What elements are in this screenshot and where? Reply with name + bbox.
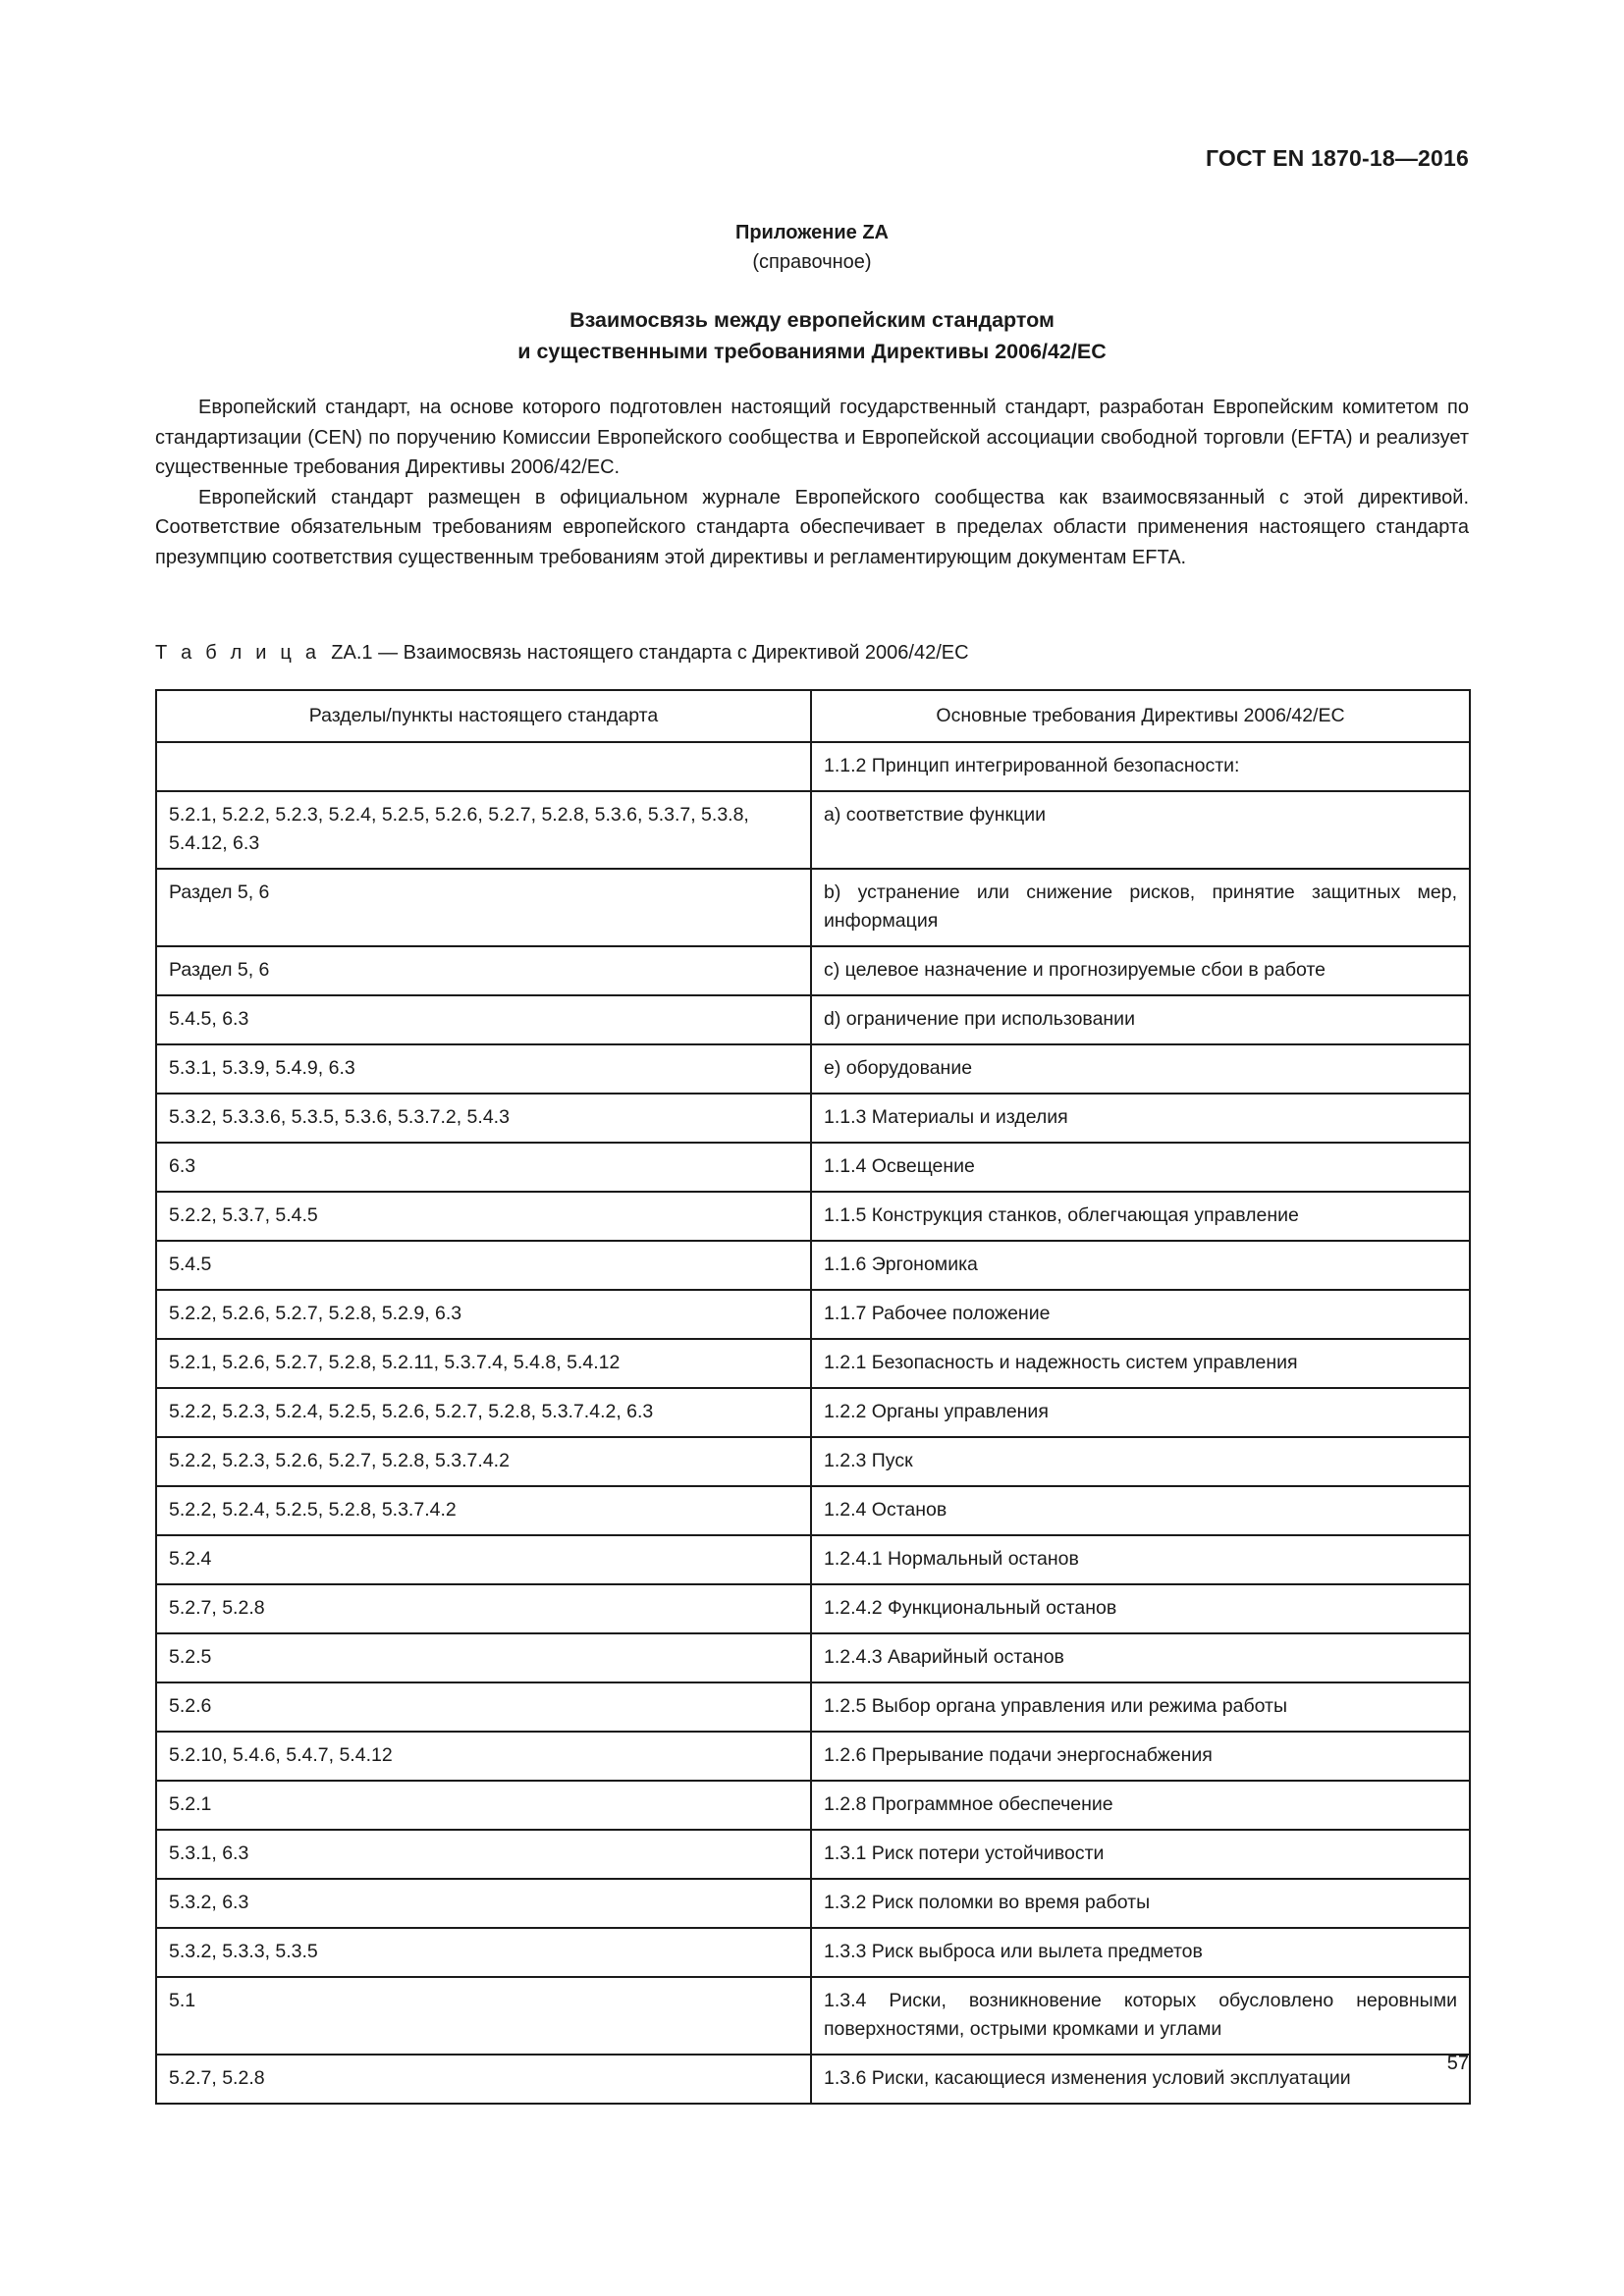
cell-requirement: 1.2.3 Пуск bbox=[811, 1437, 1470, 1486]
body-text bbox=[155, 393, 1469, 572]
table-row bbox=[156, 1094, 1470, 1143]
cell-clauses: 6.3 bbox=[156, 1143, 811, 1192]
running-header-standard-id: ГОСТ EN 1870-18—2016 bbox=[1205, 145, 1469, 171]
table-caption-dash: — bbox=[378, 642, 399, 664]
cell-clauses: 5.3.2, 5.3.3.6, 5.3.5, 5.3.6, 5.3.7.2, 5.4.3 bbox=[156, 1094, 811, 1143]
table-row bbox=[156, 1241, 1470, 1290]
table-row bbox=[156, 1633, 1470, 1682]
cell-clauses: 5.2.2, 5.2.4, 5.2.5, 5.2.8, 5.3.7.4.2 bbox=[156, 1486, 811, 1535]
cell-clauses: 5.2.2, 5.2.6, 5.2.7, 5.2.8, 5.2.9, 6.3 bbox=[156, 1290, 811, 1339]
annex-za-table bbox=[155, 689, 1471, 2105]
cell-clauses bbox=[156, 742, 811, 791]
cell-requirement: 1.2.8 Программное обеспечение bbox=[811, 1781, 1470, 1830]
cell-requirement: 1.3.1 Риск потери устойчивости bbox=[811, 1830, 1470, 1879]
annex-name: Приложение ZA bbox=[734, 222, 890, 243]
cell-requirement: 1.1.2 Принцип интегрированной безопасности: bbox=[811, 742, 1470, 791]
table-row bbox=[156, 1437, 1470, 1486]
table-row bbox=[156, 1879, 1470, 1928]
cell-requirement: b) устранение или снижение рисков, принятие защитных мер, информация bbox=[811, 869, 1470, 946]
table-row bbox=[156, 1486, 1470, 1535]
table-row bbox=[156, 1044, 1470, 1094]
table-row bbox=[156, 1781, 1470, 1830]
cell-requirement: 1.1.4 Освещение bbox=[811, 1143, 1470, 1192]
cell-requirement: 1.2.4.3 Аварийный останов bbox=[811, 1633, 1470, 1682]
cell-clauses: 5.2.1 bbox=[156, 1781, 811, 1830]
cell-clauses: 5.4.5, 6.3 bbox=[156, 995, 811, 1044]
cell-requirement: 1.1.3 Материалы и изделия bbox=[811, 1094, 1470, 1143]
table-caption bbox=[155, 639, 969, 667]
cell-clauses: 5.2.6 bbox=[156, 1682, 811, 1732]
table-row bbox=[156, 1977, 1470, 2055]
cell-requirement: e) оборудование bbox=[811, 1044, 1470, 1094]
cell-requirement: a) соответствие функции bbox=[811, 791, 1470, 869]
cell-requirement: 1.1.7 Рабочее положение bbox=[811, 1290, 1470, 1339]
table-row bbox=[156, 1339, 1470, 1388]
paragraph: Европейский стандарт, на основе которого подготовлен настоящий государственный стандарт, разработан Европейским комитетом по стандартизации (CEN) по поручению Комиссии Европейского сообщества и Европейской ассоциации свободной торговли (EFTA) и реализует существенные требования Директивы 2006/42/ЕС. bbox=[155, 397, 1469, 478]
table-row bbox=[156, 1584, 1470, 1633]
table-row bbox=[156, 1192, 1470, 1241]
table-row bbox=[156, 1388, 1470, 1437]
table-row bbox=[156, 869, 1470, 946]
table-row bbox=[156, 1290, 1470, 1339]
table-row bbox=[156, 1682, 1470, 1732]
cell-clauses: 5.2.4 bbox=[156, 1535, 811, 1584]
cell-clauses: 5.3.2, 6.3 bbox=[156, 1879, 811, 1928]
cell-requirement: 1.2.4 Останов bbox=[811, 1486, 1470, 1535]
cell-clauses: 5.2.5 bbox=[156, 1633, 811, 1682]
cell-clauses: 5.1 bbox=[156, 1977, 811, 2055]
table-row bbox=[156, 742, 1470, 791]
column-header-requirements: Основные требования Директивы 2006/42/ЕС bbox=[811, 690, 1470, 742]
cell-clauses: 5.3.1, 5.3.9, 5.4.9, 6.3 bbox=[156, 1044, 811, 1094]
table-row bbox=[156, 2055, 1470, 2104]
cell-requirement: 1.3.4 Риски, возникновение которых обусловлено неровными поверхностями, острыми кромками и углами bbox=[811, 1977, 1470, 2055]
annex-heading-line-2: и существенными требованиями Директивы 2006/42/ЕС bbox=[517, 340, 1107, 363]
cell-requirement: 1.3.2 Риск поломки во время работы bbox=[811, 1879, 1470, 1928]
table-caption-title: Взаимосвязь настоящего стандарта с Директивой 2006/42/ЕС bbox=[403, 642, 969, 664]
cell-clauses: 5.2.2, 5.2.3, 5.2.6, 5.2.7, 5.2.8, 5.3.7.4.2 bbox=[156, 1437, 811, 1486]
cell-clauses: 5.4.5 bbox=[156, 1241, 811, 1290]
table-row bbox=[156, 1830, 1470, 1879]
cell-clauses: Раздел 5, 6 bbox=[156, 946, 811, 995]
table-row bbox=[156, 1732, 1470, 1781]
annex-title-block bbox=[155, 218, 1469, 367]
cell-requirement: 1.2.1 Безопасность и надежность систем управления bbox=[811, 1339, 1470, 1388]
annex-kind: (справочное) bbox=[752, 251, 872, 273]
cell-requirement: 1.2.2 Органы управления bbox=[811, 1388, 1470, 1437]
paragraph: Европейский стандарт размещен в официальном журнале Европейского сообщества как взаимосвязанный с этой директивой. Соответствие обязательным требованиям европейского стандарта обеспечивает в пределах области применения настоящего стандарта презумпцию соответствия существенным требованиям этой директивы и регламентирующим документам EFTA. bbox=[155, 486, 1469, 568]
cell-requirement: 1.1.5 Конструкция станков, облегчающая управление bbox=[811, 1192, 1470, 1241]
page-number: 57 bbox=[1446, 2053, 1469, 2074]
annex-heading bbox=[155, 304, 1469, 367]
cell-clauses: 5.3.2, 5.3.3, 5.3.5 bbox=[156, 1928, 811, 1977]
table-caption-number: ZA.1 bbox=[331, 642, 373, 664]
cell-clauses: 5.2.7, 5.2.8 bbox=[156, 2055, 811, 2104]
cell-requirement: 1.2.6 Прерывание подачи энергоснабжения bbox=[811, 1732, 1470, 1781]
cell-clauses: Раздел 5, 6 bbox=[156, 869, 811, 946]
cell-requirement: 1.1.6 Эргономика bbox=[811, 1241, 1470, 1290]
cell-clauses: 5.2.2, 5.2.3, 5.2.4, 5.2.5, 5.2.6, 5.2.7, 5.2.8, 5.3.7.4.2, 6.3 bbox=[156, 1388, 811, 1437]
annex-heading-line-1: Взаимосвязь между европейским стандартом bbox=[569, 308, 1055, 332]
table-row bbox=[156, 946, 1470, 995]
cell-requirement: d) ограничение при использовании bbox=[811, 995, 1470, 1044]
table-row bbox=[156, 1928, 1470, 1977]
cell-requirement: 1.2.4.2 Функциональный останов bbox=[811, 1584, 1470, 1633]
cell-requirement: 1.3.3 Риск выброса или вылета предметов bbox=[811, 1928, 1470, 1977]
table-row bbox=[156, 791, 1470, 869]
column-header-clauses: Разделы/пункты настоящего стандарта bbox=[156, 690, 811, 742]
table-row bbox=[156, 1535, 1470, 1584]
cell-clauses: 5.3.1, 6.3 bbox=[156, 1830, 811, 1879]
cell-requirement: c) целевое назначение и прогнозируемые сбои в работе bbox=[811, 946, 1470, 995]
cell-clauses: 5.2.10, 5.4.6, 5.4.7, 5.4.12 bbox=[156, 1732, 811, 1781]
cell-clauses: 5.2.2, 5.3.7, 5.4.5 bbox=[156, 1192, 811, 1241]
cell-clauses: 5.2.1, 5.2.6, 5.2.7, 5.2.8, 5.2.11, 5.3.7.4, 5.4.8, 5.4.12 bbox=[156, 1339, 811, 1388]
cell-requirement: 1.2.5 Выбор органа управления или режима работы bbox=[811, 1682, 1470, 1732]
cell-requirement: 1.3.6 Риски, касающиеся изменения условий эксплуатации bbox=[811, 2055, 1470, 2104]
table-body bbox=[156, 742, 1470, 2104]
cell-clauses: 5.2.7, 5.2.8 bbox=[156, 1584, 811, 1633]
table-row bbox=[156, 995, 1470, 1044]
cell-requirement: 1.2.4.1 Нормальный останов bbox=[811, 1535, 1470, 1584]
table-header-row bbox=[156, 690, 1470, 742]
table-caption-label: Т а б л и ц а bbox=[155, 642, 321, 664]
table-row bbox=[156, 1143, 1470, 1192]
cell-clauses: 5.2.1, 5.2.2, 5.2.3, 5.2.4, 5.2.5, 5.2.6, 5.2.7, 5.2.8, 5.3.6, 5.3.7, 5.3.8, 5.4.12, 6.3 bbox=[156, 791, 811, 869]
